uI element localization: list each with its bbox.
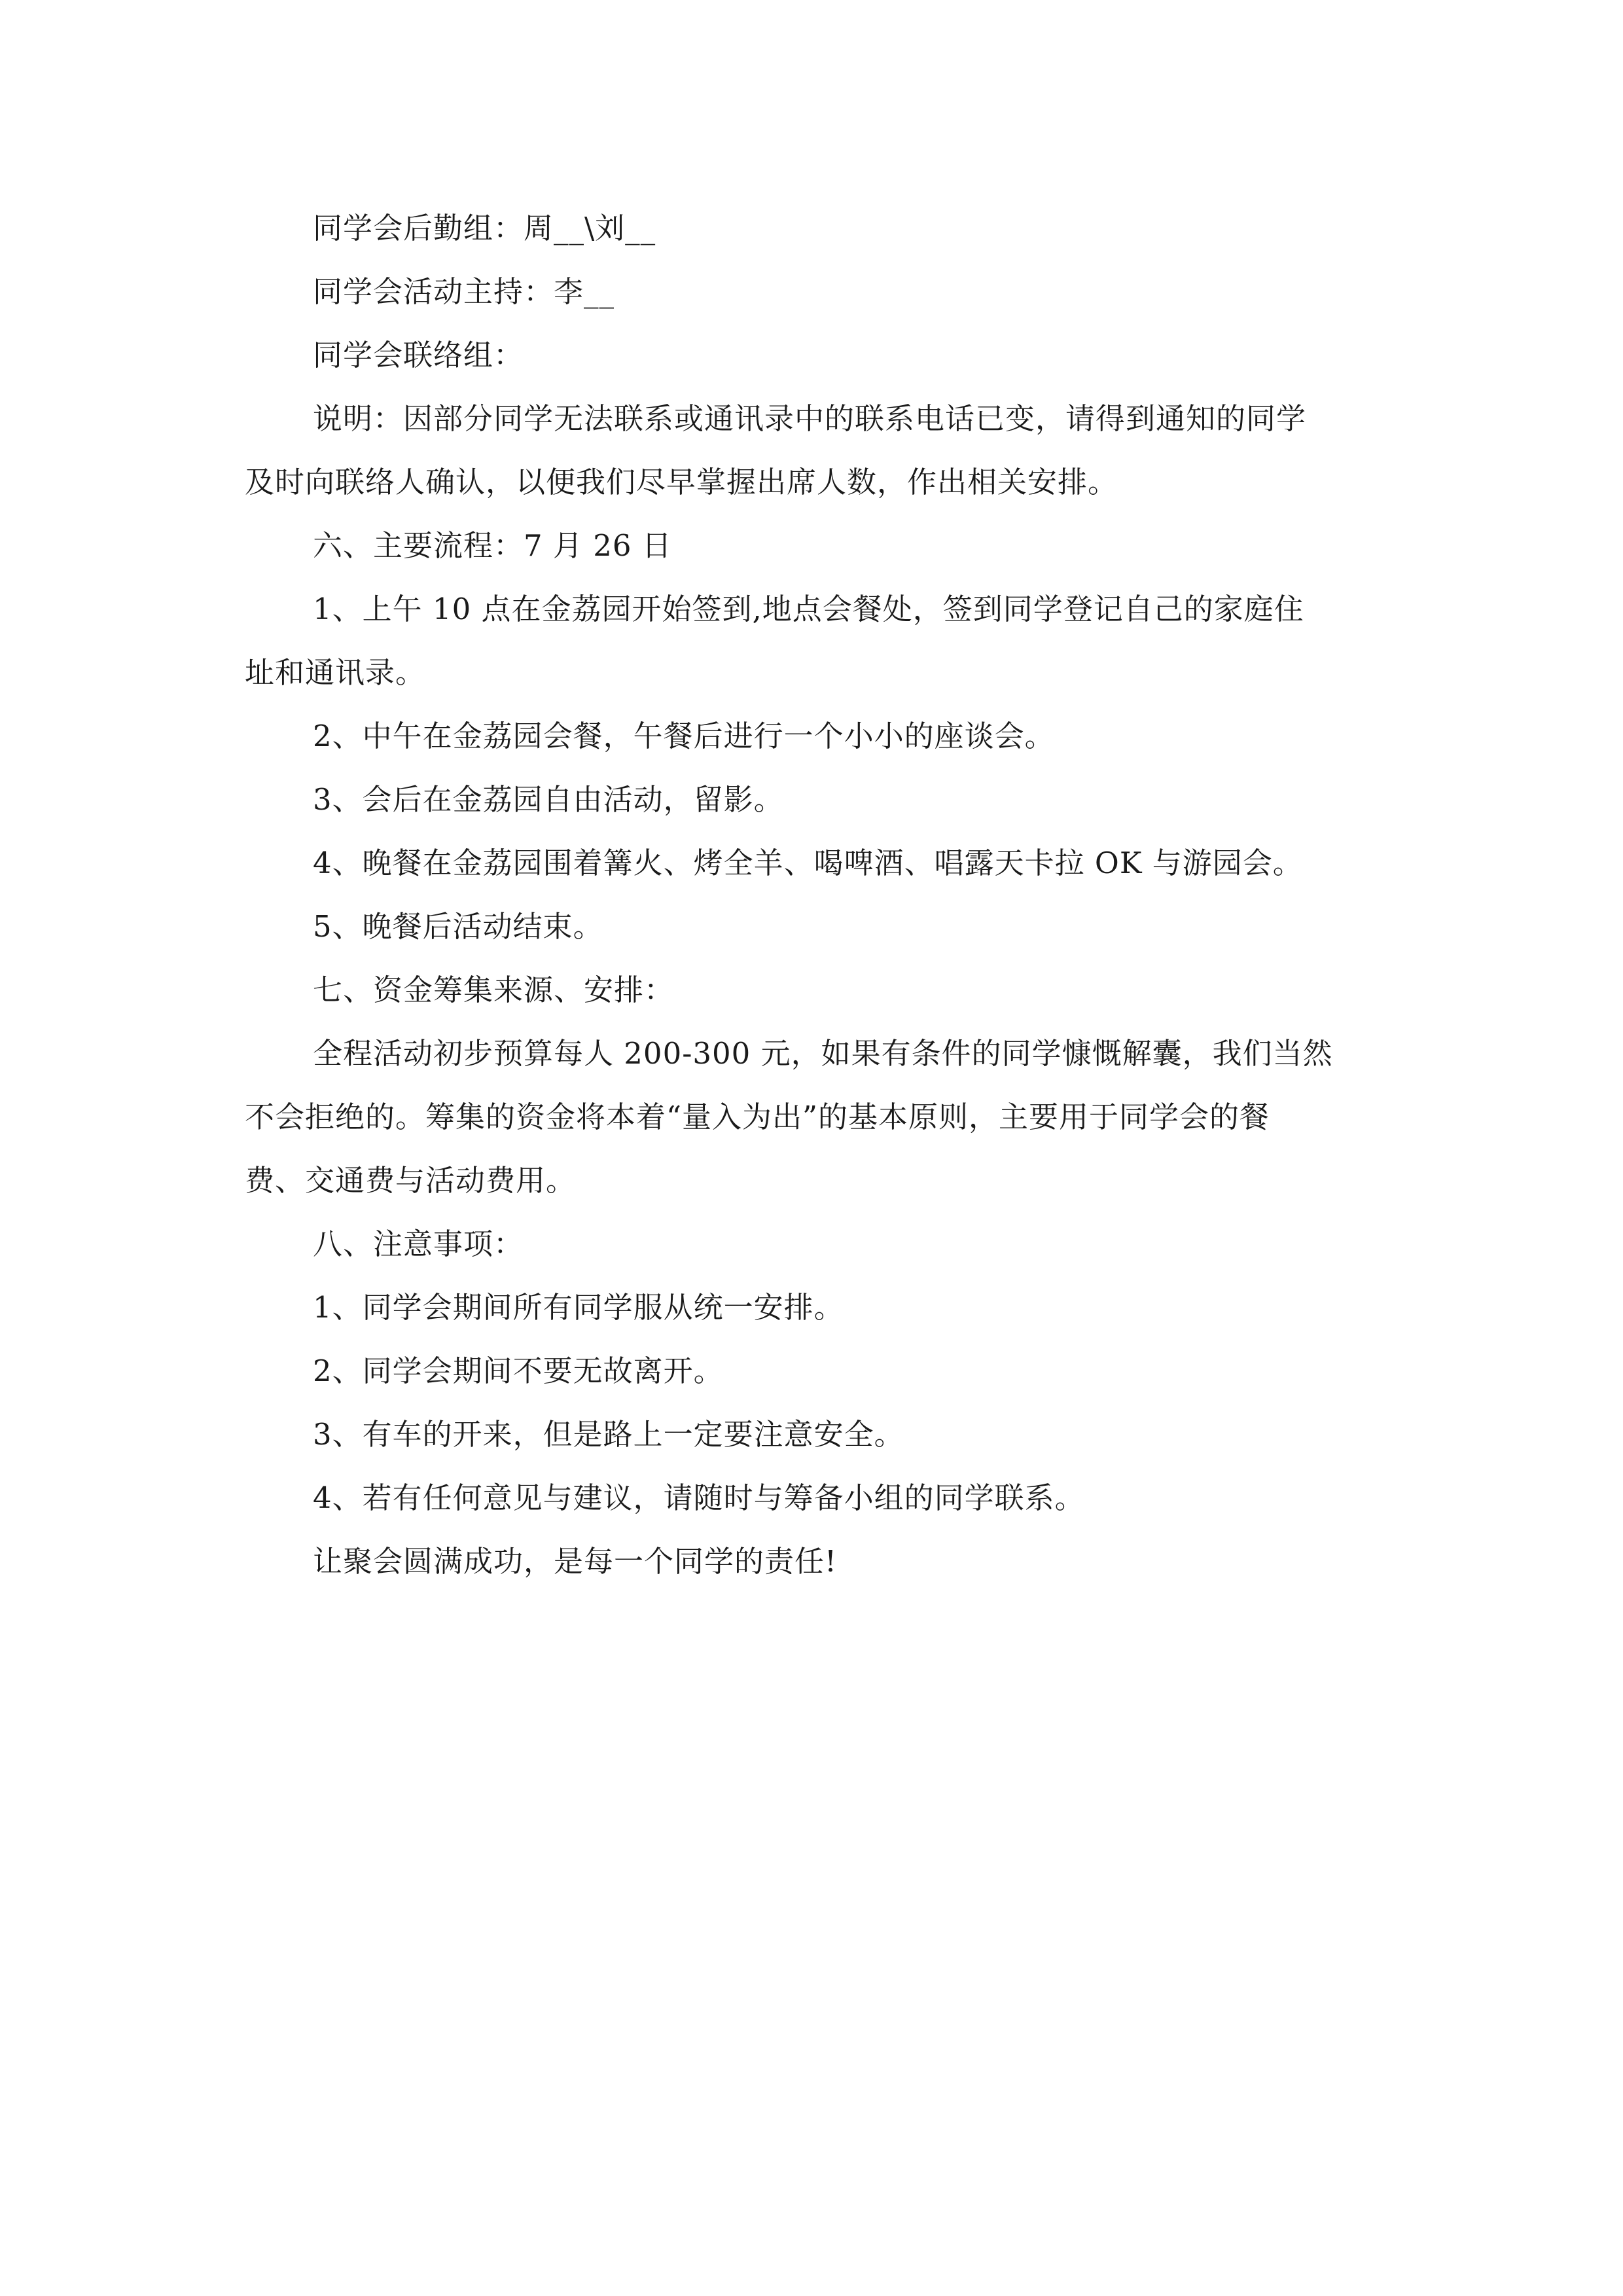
flow-item-5: 5、晚餐后活动结束。 [313,909,603,944]
notice-item-1: 1、同学会期间所有同学服从统一安排。 [313,1290,844,1325]
flow-item-1-line-2: 址和通讯录。 [245,655,426,690]
note-paragraph-line-1: 说明：因部分同学无法联系或通讯录中的联系电话已变，请得到通知的同学 [313,401,1307,436]
notice-item-3: 3、有车的开来，但是路上一定要注意安全。 [313,1417,904,1452]
note-paragraph-line-2: 及时向联络人确认，以便我们尽早掌握出席人数，作出相关安排。 [245,465,1118,499]
host-line: 同学会活动主持：李__ [313,274,615,309]
funding-paragraph-line-1: 全程活动初步预算每人 200-300 元，如果有条件的同学慷慨解囊，我们当然 [313,1036,1333,1071]
notice-item-2: 2、同学会期间不要无故离开。 [313,1354,724,1388]
flow-item-1-line-1: 1、上午 10 点在金荔园开始签到,地点会餐处，签到同学登记自己的家庭住 [313,592,1304,626]
notice-item-4: 4、若有任何意见与建议，请随时与筹备小组的同学联系。 [313,1480,1085,1515]
flow-item-2: 2、中午在金荔园会餐，午餐后进行一个小小的座谈会。 [313,719,1055,753]
logistics-group-line: 同学会后勤组：周__\刘__ [313,211,656,245]
document-body [245,196,1377,1593]
closing-line: 让聚会圆满成功，是每一个同学的责任! [313,1544,838,1579]
section-six-heading: 六、主要流程：7 月 26 日 [313,528,672,563]
section-eight-heading: 八、注意事项： [313,1227,524,1261]
funding-paragraph-line-2: 不会拒绝的。筹集的资金将本着“量入为出”的基本原则，主要用于同学会的餐 [245,1100,1270,1134]
flow-item-4: 4、晚餐在金荔园围着篝火、烤全羊、喝啤酒、唱露天卡拉 OK 与游园会。 [313,846,1303,880]
flow-item-3: 3、会后在金荔园自由活动，留影。 [313,782,784,817]
section-seven-heading: 七、资金筹集来源、安排： [313,973,675,1007]
liaison-group-line: 同学会联络组： [313,338,524,372]
funding-paragraph-line-3: 费、交通费与活动费用。 [245,1163,577,1198]
